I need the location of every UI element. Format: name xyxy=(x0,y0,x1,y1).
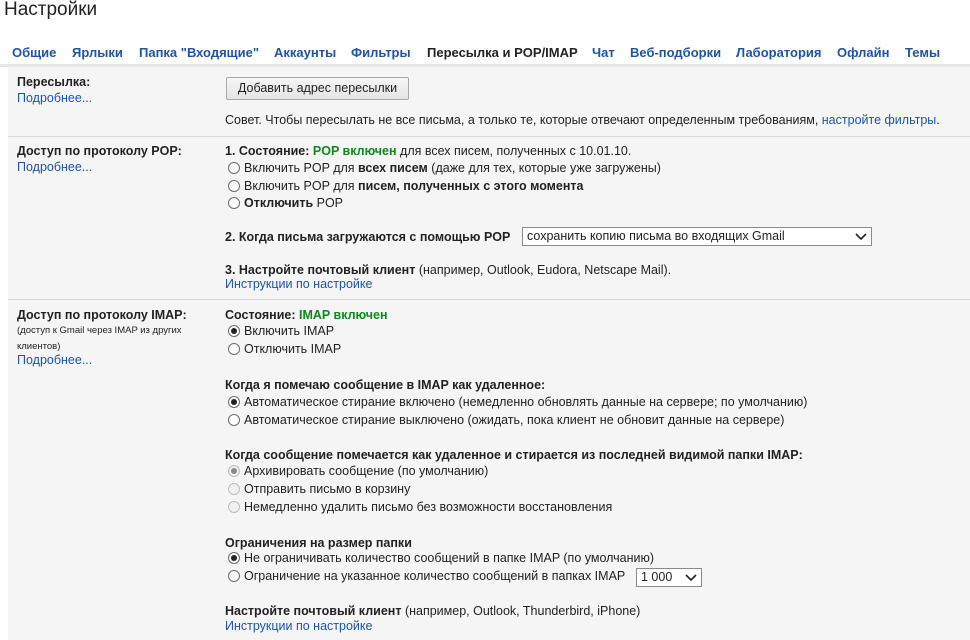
forwarding-tip xyxy=(225,113,940,127)
folder-limit-select[interactable] xyxy=(636,568,702,587)
limit-option[interactable] xyxy=(228,569,625,583)
imap-deleted-heading: Когда я помечаю сообщение в IMAP как удаленное: xyxy=(225,378,546,392)
pop-from-now-radio[interactable] xyxy=(228,180,240,192)
trash-radio[interactable] xyxy=(228,483,240,495)
imap-disable-label: Отключить IMAP xyxy=(244,342,342,356)
pop-opt1-a: Включить POP для xyxy=(244,161,355,175)
add-forwarding-address-button[interactable]: Добавить адрес пересылки xyxy=(226,77,409,100)
auto-expunge-off-option[interactable] xyxy=(228,413,784,427)
imap-status-value: IMAP включен xyxy=(299,308,388,322)
imap-enable-label: Включить IMAP xyxy=(244,324,335,338)
tab-offline[interactable]: Офлайн xyxy=(837,45,890,60)
chevron-down-icon xyxy=(855,232,867,242)
tab-accounts[interactable]: Аккаунты xyxy=(274,45,337,60)
limit-label: Ограничение на указанное количество сообщений в папках IMAP xyxy=(244,569,626,583)
tab-chat[interactable]: Чат xyxy=(592,45,615,60)
folder-limit-value: 1 000 xyxy=(641,570,673,584)
pop-opt3-b: POP xyxy=(316,196,344,210)
pop-status-suffix: для всех писем, полученных с 10.01.10. xyxy=(400,144,632,158)
imap-enable-option[interactable] xyxy=(228,324,334,338)
pop-client xyxy=(225,263,671,277)
auto-expunge-on-radio[interactable] xyxy=(228,396,240,408)
settings-tabs xyxy=(0,38,970,67)
section-divider xyxy=(8,299,970,300)
imap-title: Доступ по протоколу IMAP: xyxy=(17,308,187,322)
tab-general[interactable]: Общие xyxy=(12,45,57,60)
no-limit-label: Не ограничивать количество сообщений в папке IMAP (по умолчанию) xyxy=(244,551,655,565)
tab-filters[interactable]: Фильтры xyxy=(351,45,411,60)
forwarding-learn-more-link[interactable]: Подробнее... xyxy=(17,91,93,105)
imap-setup-instructions-link[interactable]: Инструкции по настройке xyxy=(225,619,373,633)
forwarding-tip-text: Совет. Чтобы пересылать не все письма, а только те, которые отвечают определенным требованиям, xyxy=(225,113,819,127)
pop-disable-radio[interactable] xyxy=(228,197,240,209)
pop-title: Доступ по протоколу POP: xyxy=(17,144,182,158)
imap-subtitle-1: (доступ к Gmail через IMAP из других xyxy=(17,325,182,336)
pop-when-label: 2. Когда письма загружаются с помощью POP xyxy=(225,230,511,244)
imap-enable-radio[interactable] xyxy=(228,325,240,337)
pop-opt1-b: всех писем xyxy=(358,161,428,175)
archive-label: Архивировать сообщение (по умолчанию) xyxy=(244,464,489,478)
pop-opt2-b: писем, полученных с этого момента xyxy=(358,179,584,193)
imap-learn-more-link[interactable]: Подробнее... xyxy=(17,353,93,367)
archive-option[interactable] xyxy=(228,464,488,478)
auto-expunge-off-label: Автоматическое стирание выключено (ожидать, пока клиент не обновит данные на сервере) xyxy=(244,413,785,427)
delete-forever-label: Немедленно удалить письмо без возможности восстановления xyxy=(244,500,613,514)
imap-status-prefix: Состояние: xyxy=(225,308,296,322)
pop-status-prefix: 1. Состояние: xyxy=(225,144,310,158)
tab-labs[interactable]: Лаборатория xyxy=(736,45,822,60)
pop-client-label: 3. Настройте почтовый клиент xyxy=(225,263,416,277)
chevron-down-icon xyxy=(685,573,697,583)
trash-label: Отправить письмо в корзину xyxy=(244,482,411,496)
pop-client-examples: (например, Outlook, Eudora, Netscape Mail). xyxy=(418,263,672,277)
tab-forwarding-pop-imap[interactable]: Пересылка и POP/IMAP xyxy=(427,45,578,60)
tab-themes[interactable]: Темы xyxy=(905,45,941,60)
pop-action-value: сохранить копию письма во входящих Gmail xyxy=(527,229,785,243)
no-limit-radio[interactable] xyxy=(228,552,240,564)
pop-opt3-a: Отключить xyxy=(244,196,314,210)
pop-setup-instructions-link[interactable]: Инструкции по настройке xyxy=(225,277,373,291)
page-title: Настройки xyxy=(4,0,98,20)
limit-radio[interactable] xyxy=(228,570,240,582)
pop-status-value: POP включен xyxy=(312,144,397,158)
delete-forever-radio[interactable] xyxy=(228,501,240,513)
create-filters-link[interactable]: настройте фильтры xyxy=(821,113,937,127)
imap-expunge-heading: Когда сообщение помечается как удаленное и стирается из последней видимой папки IMAP: xyxy=(225,448,803,462)
imap-disable-option[interactable] xyxy=(228,342,341,356)
tab-inbox[interactable]: Папка "Входящие" xyxy=(139,45,260,60)
forwarding-title: Пересылка: xyxy=(17,75,91,89)
forwarding-tip-end: . xyxy=(936,113,940,127)
section-divider xyxy=(8,136,970,137)
pop-opt2-a: Включить POP для xyxy=(244,179,355,193)
imap-client-examples: (например, Outlook, Thunderbird, iPhone) xyxy=(404,604,641,618)
auto-expunge-on-option[interactable] xyxy=(228,395,807,409)
imap-status xyxy=(225,308,388,322)
tab-web-clips[interactable]: Веб-подборки xyxy=(630,45,722,60)
pop-option-disable[interactable] xyxy=(228,196,343,210)
trash-option[interactable] xyxy=(228,482,410,496)
imap-client xyxy=(225,604,640,618)
pop-learn-more-link[interactable]: Подробнее... xyxy=(17,160,93,174)
archive-radio[interactable] xyxy=(228,465,240,477)
auto-expunge-off-radio[interactable] xyxy=(228,414,240,426)
imap-disable-radio[interactable] xyxy=(228,343,240,355)
pop-status xyxy=(225,144,631,158)
auto-expunge-on-label: Автоматическое стирание включено (немедленно обновлять данные на сервере; по умолчанию) xyxy=(244,395,808,409)
imap-client-label: Настройте почтовый клиент xyxy=(225,604,402,618)
tab-labels[interactable]: Ярлыки xyxy=(72,45,123,60)
pop-option-from-now[interactable] xyxy=(228,179,584,193)
delete-forever-option[interactable] xyxy=(228,500,612,514)
pop-action-select[interactable] xyxy=(522,227,872,246)
imap-subtitle-2: клиентов) xyxy=(17,341,61,352)
no-limit-option[interactable] xyxy=(228,551,654,565)
pop-option-all[interactable] xyxy=(228,161,661,175)
pop-opt1-c: (даже для тех, которые уже загружены) xyxy=(431,161,661,175)
pop-all-radio[interactable] xyxy=(228,162,240,174)
folder-size-heading: Ограничения на размер папки xyxy=(225,536,412,550)
